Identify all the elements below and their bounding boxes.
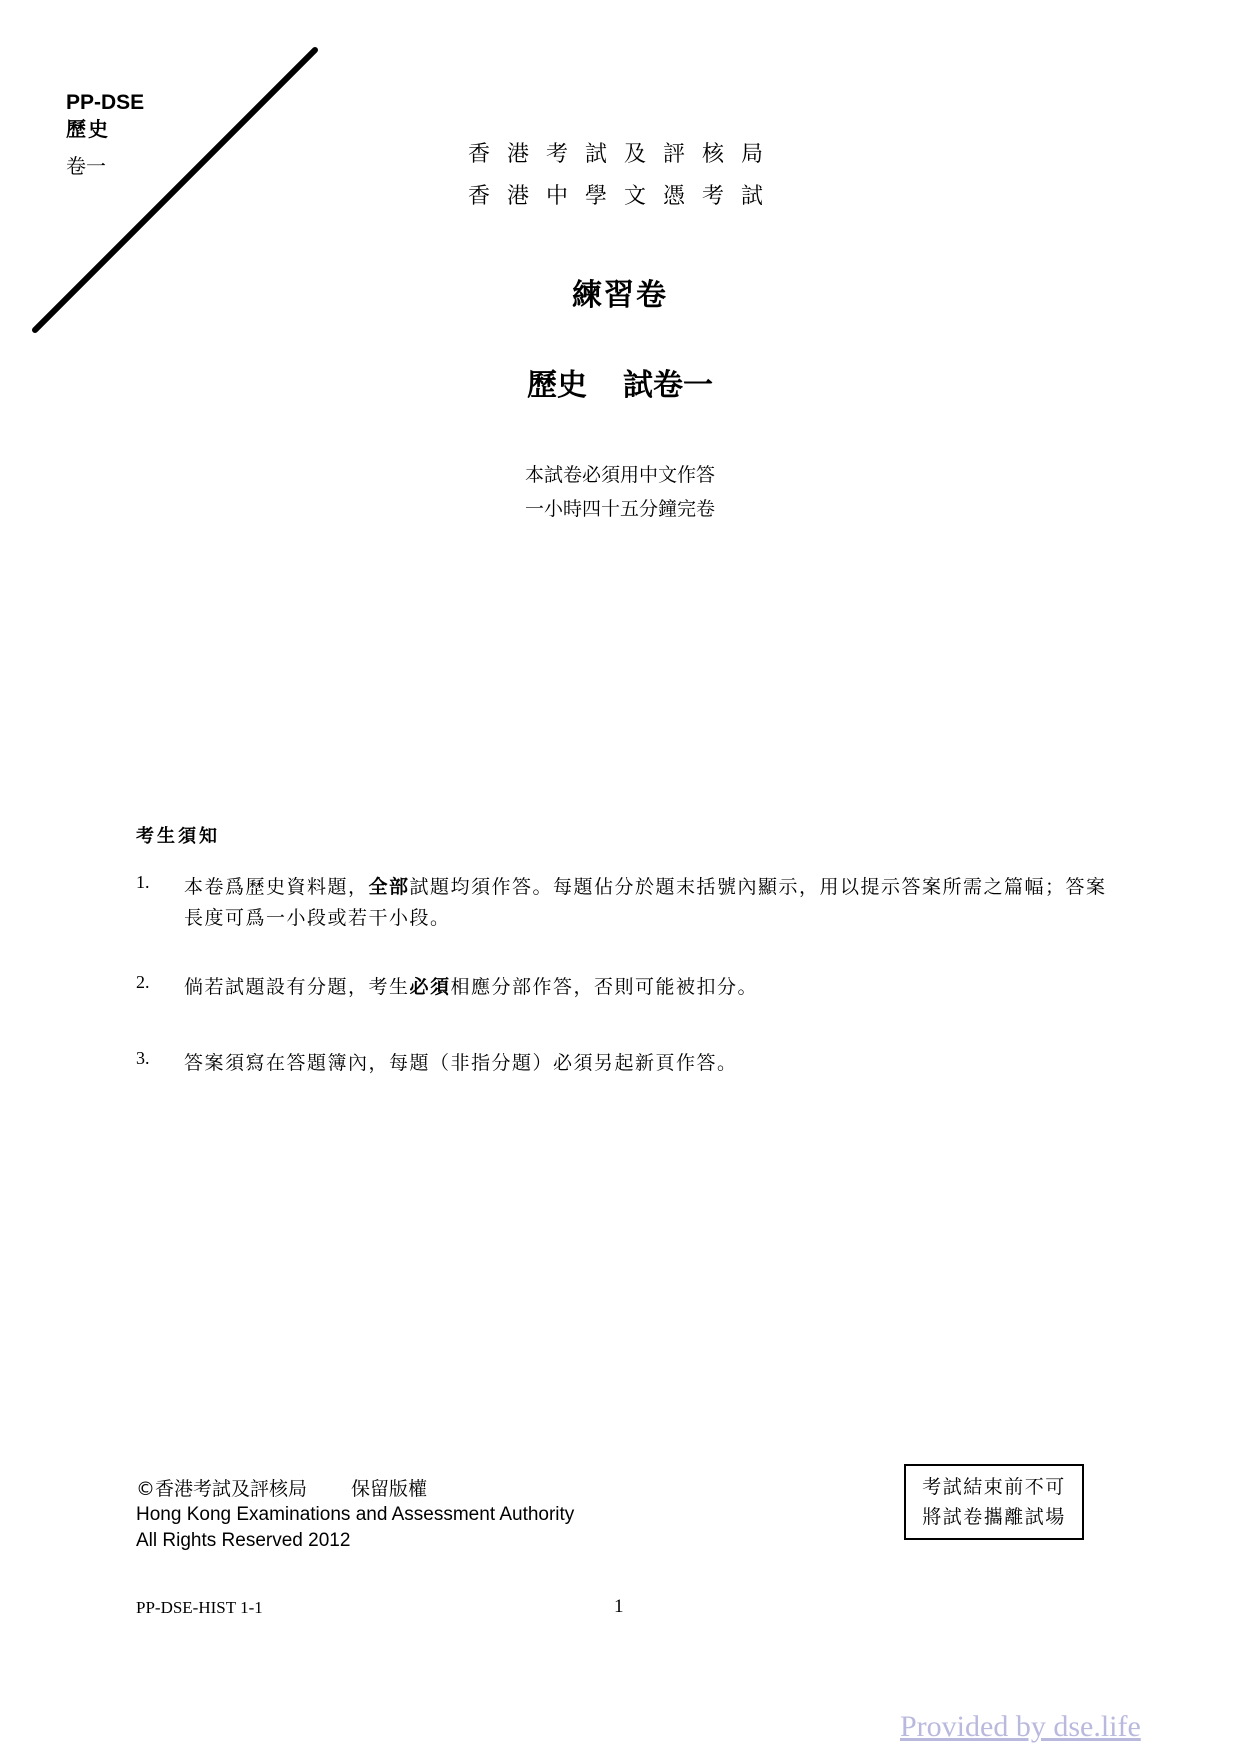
instruction-emphasis: 全部 (368, 876, 410, 898)
copyright-rights-en: All Rights Reserved 2012 (136, 1530, 351, 1551)
subject-title: 歷史 (527, 368, 587, 403)
instruction-text (184, 1048, 1116, 1079)
instruction-text-part: 本卷爲歷史資料題， (184, 876, 369, 898)
copyright-block (136, 1476, 574, 1554)
instruction-text-part: 試題均須作答。每題佔分於題末括號內顯示，用以提示答案所需之篇幅；答案長度可爲一小段或若干小段。 (184, 876, 1107, 929)
paper-subtitle (0, 458, 1240, 526)
copyright-rights-zh: 保留版權 (351, 1478, 428, 1500)
instruction-text-part: 倘若試題設有分題，考生 (184, 976, 410, 998)
notice-line: 考試結束前不可 (922, 1476, 1066, 1498)
copyright-org-en: Hong Kong Examinations and Assessment Authority (136, 1504, 575, 1525)
language-requirement: 本試卷必須用中文作答 (524, 464, 715, 486)
instruction-text-part: 相應分部作答，否則可能被扣分。 (450, 976, 759, 998)
paper-title: 試卷一 (623, 368, 713, 403)
corner-code: PP-DSE (66, 91, 145, 114)
instruction-number: 3. (136, 1048, 150, 1068)
subject-paper-title (0, 360, 1240, 404)
paper-type-title: 練習卷 (572, 278, 668, 313)
instruction-text (184, 872, 1116, 934)
copyright-zh (136, 1476, 574, 1502)
instruction-emphasis: 必須 (409, 976, 451, 998)
corner-subject: 歷史 (66, 117, 110, 141)
instruction-number: 1. (136, 872, 150, 892)
exam-room-notice-box (904, 1464, 1084, 1540)
authority-name: 香港考試及評核局 (467, 142, 780, 167)
page-number: 1 (614, 1596, 624, 1617)
provider-watermark-link[interactable]: Provided by dse.life (900, 1710, 1141, 1743)
instructions-heading: 考生須知 (136, 826, 220, 847)
instruction-number: 2. (136, 972, 150, 992)
authority-heading (0, 134, 1240, 218)
corner-paper: 卷一 (66, 154, 106, 178)
instruction-text (184, 972, 1116, 1003)
copyright-symbol: © (136, 1478, 155, 1500)
duration: 一小時四十五分鐘完卷 (524, 498, 715, 520)
instruction-text-part: 答案須寫在答題簿內，每題（非指分題）必須另起新頁作答。 (184, 1052, 738, 1074)
notice-line: 將試卷攜離試場 (922, 1506, 1066, 1528)
exam-name: 香港中學文憑考試 (467, 184, 780, 209)
footer-paper-code: PP-DSE-HIST 1-1 (136, 1598, 263, 1617)
copyright-org-zh: 香港考試及評核局 (155, 1478, 308, 1500)
